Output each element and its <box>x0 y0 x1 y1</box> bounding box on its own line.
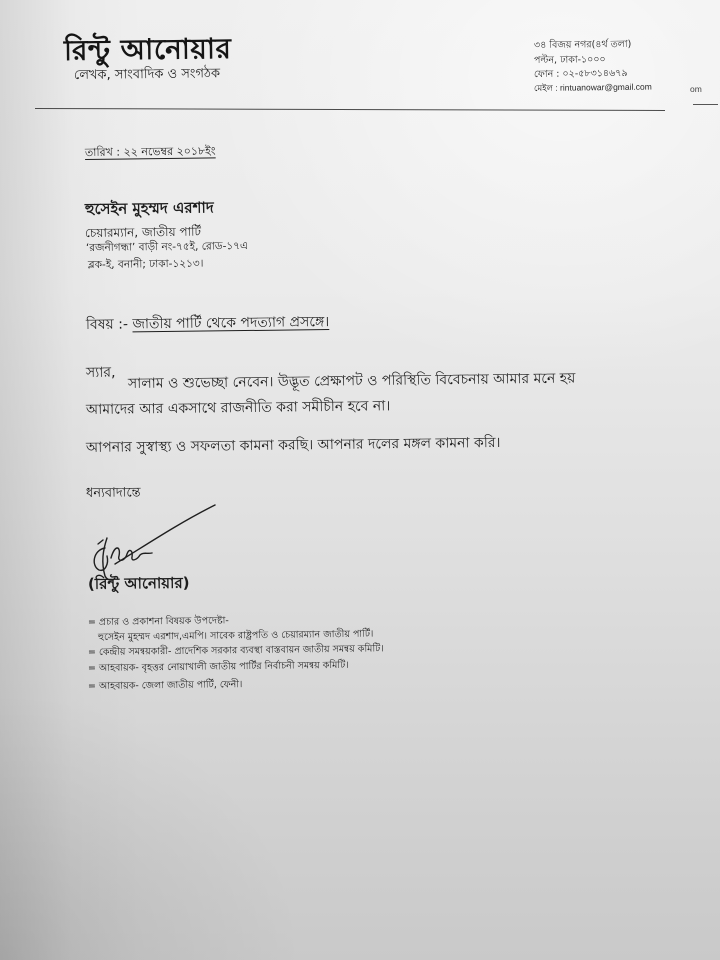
closing: ধন্যবাদান্তে <box>85 485 141 501</box>
subject-label: বিষয় :- <box>85 316 129 333</box>
body-paragraph-1-line-1: সালাম ও শুভেচ্ছা নেবেন। উদ্ভূত প্রেক্ষাপট ও পরিস্থিতি বিবেচনায় আমার মনে হয় <box>127 370 576 392</box>
signature-loop-stroke <box>94 548 107 570</box>
designation-line: হুসেইন মুহম্মদ এরশাদ,এমপি। সাবেক রাষ্ট্রপতি ও চেয়ারম্যান জাতীয় পার্টি। <box>97 628 374 643</box>
recipient-address-line-2: ব্লক-ই, বনানী; ঢাকা-১২১৩। <box>87 257 204 271</box>
designation-line: = প্রচার ও প্রকাশনা বিষয়ক উপদেষ্টা- <box>87 615 229 628</box>
letter-date: তারিখ : ২২ নভেম্বর ২০১৮ইং <box>84 144 216 159</box>
letterhead-tagline: লেখক, সাংবাদিক ও সংগঠক <box>73 66 221 83</box>
signatory-name: (রিন্টু আনোয়ার) <box>87 573 190 593</box>
signature-wave-stroke <box>111 548 152 560</box>
subject-line <box>86 314 329 334</box>
letterhead-divider <box>35 108 665 111</box>
designation-line: = কেন্দ্রীয় সমন্বয়কারী- প্রাদেশিক সরকার ব্যবস্থা বাস্তবায়ন জাতীয় সমন্বয় কমিটি। <box>87 643 384 658</box>
letterhead-address-line-1: ৩৪ বিজয় নগর(৪র্থ তলা) <box>533 38 632 51</box>
letterhead-name: রিন্টু আনোয়ার <box>63 31 232 67</box>
signature-tick-stroke <box>98 540 103 544</box>
recipient-designation: চেয়ারম্যান, জাতীয় পার্টি <box>84 224 202 240</box>
signature-flourish-stroke <box>115 505 215 564</box>
letterhead-address-line-2: পল্টন, ঢাকা-১০০০ <box>533 54 606 66</box>
salutation: স্যার, <box>85 364 116 381</box>
body-paragraph-1-line-2: আমাদের আর একসাথে রাজনীতি করা সমীচীন হবে না। <box>85 398 391 418</box>
subject-text: জাতীয় পার্টি থেকে পদত্যাগ প্রসঙ্গে। <box>132 314 330 333</box>
adjacent-sheet-text: om <box>690 84 702 94</box>
designation-line: = আহবায়ক- জেলা জাতীয় পার্টি, ফেনী। <box>87 679 243 692</box>
recipient-name: হুসেইন মুহম্মদ এরশাদ <box>84 198 214 218</box>
letterhead-phone: ফোন : ০২-৫৮৩১৪৬৭৯ <box>533 67 628 80</box>
designation-line: = আহবায়ক- বৃহত্তর নোয়াখালী জাতীয় পার্টির নির্বাচনী সমন্বয় কমিটি। <box>87 659 349 674</box>
body-paragraph-2: আপনার সুস্বাস্থ্য ও সফলতা কামনা করছি। আপনার দলের মঙ্গল কামনা করি। <box>85 434 501 456</box>
letterhead-email: মেইল : rintuanowar@gmail.com <box>533 81 652 93</box>
adjacent-sheet-divider <box>693 104 718 105</box>
recipient-address-line-1: ‘রজনীগন্ধা’ বাড়ী নং-৭৫ই, রোড-১৭এ <box>85 240 249 254</box>
